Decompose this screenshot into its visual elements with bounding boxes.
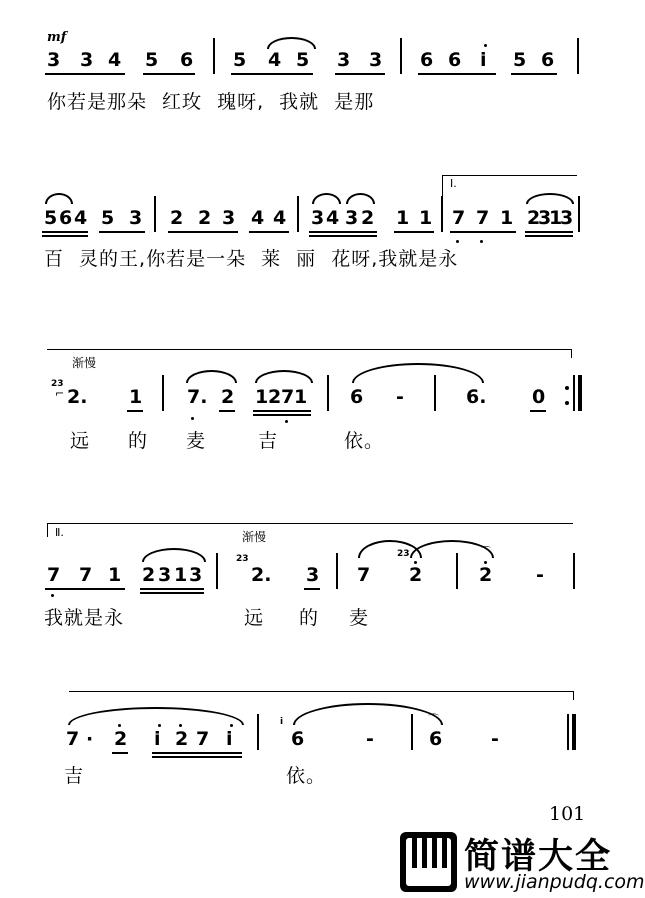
beam-underline bbox=[168, 231, 238, 233]
barline bbox=[573, 553, 575, 589]
note: 2 bbox=[479, 564, 493, 586]
note: 7 bbox=[281, 386, 295, 408]
note: 7 bbox=[47, 564, 61, 586]
slur bbox=[526, 193, 574, 204]
volta-2-label: Ⅱ. bbox=[55, 526, 64, 539]
octave-dot bbox=[158, 724, 161, 727]
note: 7 bbox=[196, 728, 210, 750]
note: 3 bbox=[80, 49, 94, 71]
note: 1 bbox=[129, 386, 143, 408]
beam-underline bbox=[42, 235, 88, 237]
note: 1 bbox=[174, 564, 188, 586]
repeat-barline bbox=[578, 375, 582, 411]
bracket-line bbox=[47, 349, 571, 350]
slur bbox=[267, 37, 316, 49]
note: 5 bbox=[296, 49, 310, 71]
tempo-marking: 渐慢 bbox=[242, 530, 267, 544]
note: 2. bbox=[251, 564, 272, 586]
note: 3 bbox=[369, 49, 383, 71]
note: 3 bbox=[189, 564, 203, 586]
note: 6 bbox=[420, 49, 434, 71]
octave-dot bbox=[230, 724, 233, 727]
note: 2 bbox=[198, 207, 212, 229]
lyric-word: 我就是永 bbox=[44, 607, 125, 629]
piano-icon bbox=[400, 832, 457, 892]
note: 4 bbox=[251, 207, 265, 229]
grace-tie: ⌐ bbox=[55, 387, 65, 400]
grace-note: 23 bbox=[397, 549, 410, 559]
dynamics-mark: mf bbox=[47, 30, 67, 45]
bracket-line bbox=[573, 691, 574, 700]
barline bbox=[456, 553, 458, 589]
barline bbox=[577, 38, 579, 74]
note: 4 bbox=[74, 207, 88, 229]
beam-underline bbox=[143, 73, 195, 75]
note: 1 bbox=[396, 207, 410, 229]
barline bbox=[213, 38, 215, 74]
barline bbox=[216, 553, 218, 589]
beam-underline bbox=[253, 410, 311, 412]
note: 6 bbox=[429, 728, 443, 750]
note: 2 bbox=[170, 207, 184, 229]
note: 6 bbox=[350, 386, 364, 408]
note: 3 bbox=[129, 207, 143, 229]
beam-underline bbox=[231, 73, 313, 75]
final-barline bbox=[572, 714, 576, 750]
slur bbox=[142, 548, 206, 562]
note: 2 bbox=[114, 728, 128, 750]
beam-underline bbox=[394, 231, 434, 233]
octave-dot bbox=[484, 44, 487, 47]
beam-underline bbox=[249, 231, 289, 233]
note: 1 bbox=[500, 207, 514, 229]
lyric-word: 依。 bbox=[286, 765, 327, 787]
beam-underline bbox=[525, 235, 573, 237]
barline bbox=[154, 196, 156, 232]
note: 2 bbox=[409, 564, 423, 586]
slur bbox=[45, 193, 73, 204]
octave-dot bbox=[191, 417, 194, 420]
note: · bbox=[86, 728, 94, 750]
note: 7 bbox=[476, 207, 490, 229]
slur bbox=[312, 193, 341, 204]
fermata: ⌒ bbox=[428, 713, 439, 726]
note: 3 bbox=[560, 207, 574, 229]
beam-underline bbox=[42, 231, 88, 233]
note: 4 bbox=[326, 207, 340, 229]
beam-underline bbox=[418, 73, 496, 75]
octave-dot bbox=[456, 240, 459, 243]
note: 2. bbox=[67, 386, 88, 408]
note: i bbox=[226, 728, 233, 750]
barline bbox=[400, 38, 402, 74]
slur bbox=[68, 707, 244, 725]
note: 3 bbox=[222, 207, 236, 229]
barline bbox=[162, 375, 164, 411]
note: 3 bbox=[345, 207, 359, 229]
beam-underline bbox=[112, 752, 128, 754]
note: 6 bbox=[180, 49, 194, 71]
beam-underline bbox=[45, 73, 125, 75]
note: - bbox=[491, 728, 499, 750]
note: 7 bbox=[66, 728, 80, 750]
slur bbox=[186, 370, 237, 383]
lyrics-line-2: 百 灵的王,你若是一朵 莱 丽 花呀,我就是永 bbox=[44, 248, 459, 270]
note: 2 bbox=[361, 207, 375, 229]
lyric-word: 的 bbox=[128, 430, 149, 452]
page-number: 101 bbox=[549, 803, 586, 825]
beam-underline bbox=[253, 414, 311, 416]
note: 2 bbox=[175, 728, 189, 750]
beam-underline bbox=[309, 235, 377, 237]
lyric-word: 远 bbox=[70, 430, 91, 452]
beam-underline bbox=[525, 231, 573, 233]
beam-underline bbox=[152, 752, 242, 754]
octave-dot bbox=[480, 240, 483, 243]
note: 6 bbox=[291, 728, 305, 750]
lyric-word: 的 bbox=[299, 607, 320, 629]
beam-underline bbox=[127, 410, 143, 412]
note: 3 bbox=[47, 49, 61, 71]
octave-dot bbox=[51, 594, 54, 597]
volta-bracket bbox=[47, 523, 573, 524]
note: 2 bbox=[527, 207, 541, 229]
note: 6 bbox=[448, 49, 462, 71]
lyrics-line-1: 你若是那朵 红玫 瑰呀, 我就 是那 bbox=[47, 91, 375, 113]
note: 1 bbox=[255, 386, 269, 408]
note: 6 bbox=[541, 49, 555, 71]
repeat-dot bbox=[565, 401, 569, 405]
note: 3 bbox=[158, 564, 172, 586]
octave-dot bbox=[484, 561, 487, 564]
lyric-word: 麦 bbox=[186, 430, 207, 452]
lyric-word: 吉 bbox=[258, 430, 279, 452]
note: 5 bbox=[101, 207, 115, 229]
logo-url: www.jianpudq.com bbox=[464, 871, 645, 893]
note: 5 bbox=[513, 49, 527, 71]
note: 4 bbox=[108, 49, 122, 71]
note: - bbox=[366, 728, 374, 750]
lyric-word: 远 bbox=[244, 607, 265, 629]
lyric-word: 依。 bbox=[344, 430, 385, 452]
logo-title: 简谱大全 bbox=[464, 837, 613, 877]
note: 4 bbox=[268, 49, 282, 71]
note: 3 bbox=[306, 564, 320, 586]
note: 7 bbox=[79, 564, 93, 586]
note: 3 bbox=[538, 207, 552, 229]
note: 6 bbox=[59, 207, 73, 229]
beam-underline bbox=[152, 756, 242, 758]
note: 6. bbox=[466, 386, 487, 408]
slur bbox=[346, 193, 375, 204]
barline bbox=[441, 196, 443, 232]
beam-underline bbox=[309, 231, 377, 233]
bracket-line bbox=[69, 691, 573, 692]
note: 1 bbox=[108, 564, 122, 586]
bracket-line bbox=[571, 349, 572, 358]
note: 3 bbox=[337, 49, 351, 71]
note: 0 bbox=[532, 386, 546, 408]
fermata: ⌒ bbox=[481, 547, 491, 558]
tie bbox=[293, 703, 443, 725]
note: - bbox=[536, 564, 544, 586]
note: 5 bbox=[233, 49, 247, 71]
tempo-marking: 渐慢 bbox=[72, 356, 97, 370]
note: 7 bbox=[357, 564, 371, 586]
note: 5 bbox=[145, 49, 159, 71]
slur bbox=[255, 370, 313, 383]
note: 3 bbox=[311, 207, 325, 229]
beam-underline bbox=[45, 588, 125, 590]
note: 1 bbox=[294, 386, 308, 408]
barline bbox=[257, 714, 259, 750]
beam-underline bbox=[450, 231, 516, 233]
beam-underline bbox=[511, 73, 557, 75]
volta-bracket bbox=[442, 175, 577, 176]
octave-dot bbox=[118, 724, 121, 727]
note: - bbox=[396, 386, 404, 408]
barline bbox=[411, 714, 413, 750]
lyric-word: 麦 bbox=[349, 607, 370, 629]
octave-dot bbox=[414, 561, 417, 564]
volta-bracket bbox=[47, 523, 48, 537]
grace-note: 23 bbox=[236, 554, 249, 564]
beam-underline bbox=[335, 73, 385, 75]
note: 7. bbox=[187, 386, 208, 408]
note: i bbox=[480, 49, 487, 71]
barline bbox=[434, 375, 436, 411]
grace-note: i bbox=[280, 717, 284, 727]
lyric-word: 吉 bbox=[64, 765, 85, 787]
note: 5 bbox=[44, 207, 58, 229]
note: i bbox=[154, 728, 161, 750]
tie bbox=[352, 363, 484, 383]
beam-underline bbox=[219, 410, 235, 412]
note: 1 bbox=[549, 207, 563, 229]
note: 2 bbox=[221, 386, 235, 408]
beam-underline bbox=[140, 588, 204, 590]
note: 2 bbox=[142, 564, 156, 586]
barline bbox=[327, 375, 329, 411]
repeat-dot bbox=[565, 386, 569, 390]
beam-underline bbox=[99, 231, 145, 233]
beam-underline bbox=[530, 410, 546, 412]
barline bbox=[336, 553, 338, 589]
volta-1-label: Ⅰ. bbox=[450, 177, 457, 190]
grace-note: 23 bbox=[51, 379, 64, 389]
note: 1 bbox=[419, 207, 433, 229]
note: 4 bbox=[273, 207, 287, 229]
note: 2 bbox=[268, 386, 282, 408]
final-barline bbox=[567, 714, 569, 750]
octave-dot bbox=[285, 420, 288, 423]
beam-underline bbox=[304, 588, 320, 590]
note: 7 bbox=[452, 207, 466, 229]
octave-dot bbox=[179, 724, 182, 727]
beam-underline bbox=[140, 592, 204, 594]
repeat-barline bbox=[573, 375, 575, 411]
barline bbox=[578, 196, 580, 232]
barline bbox=[297, 196, 299, 232]
